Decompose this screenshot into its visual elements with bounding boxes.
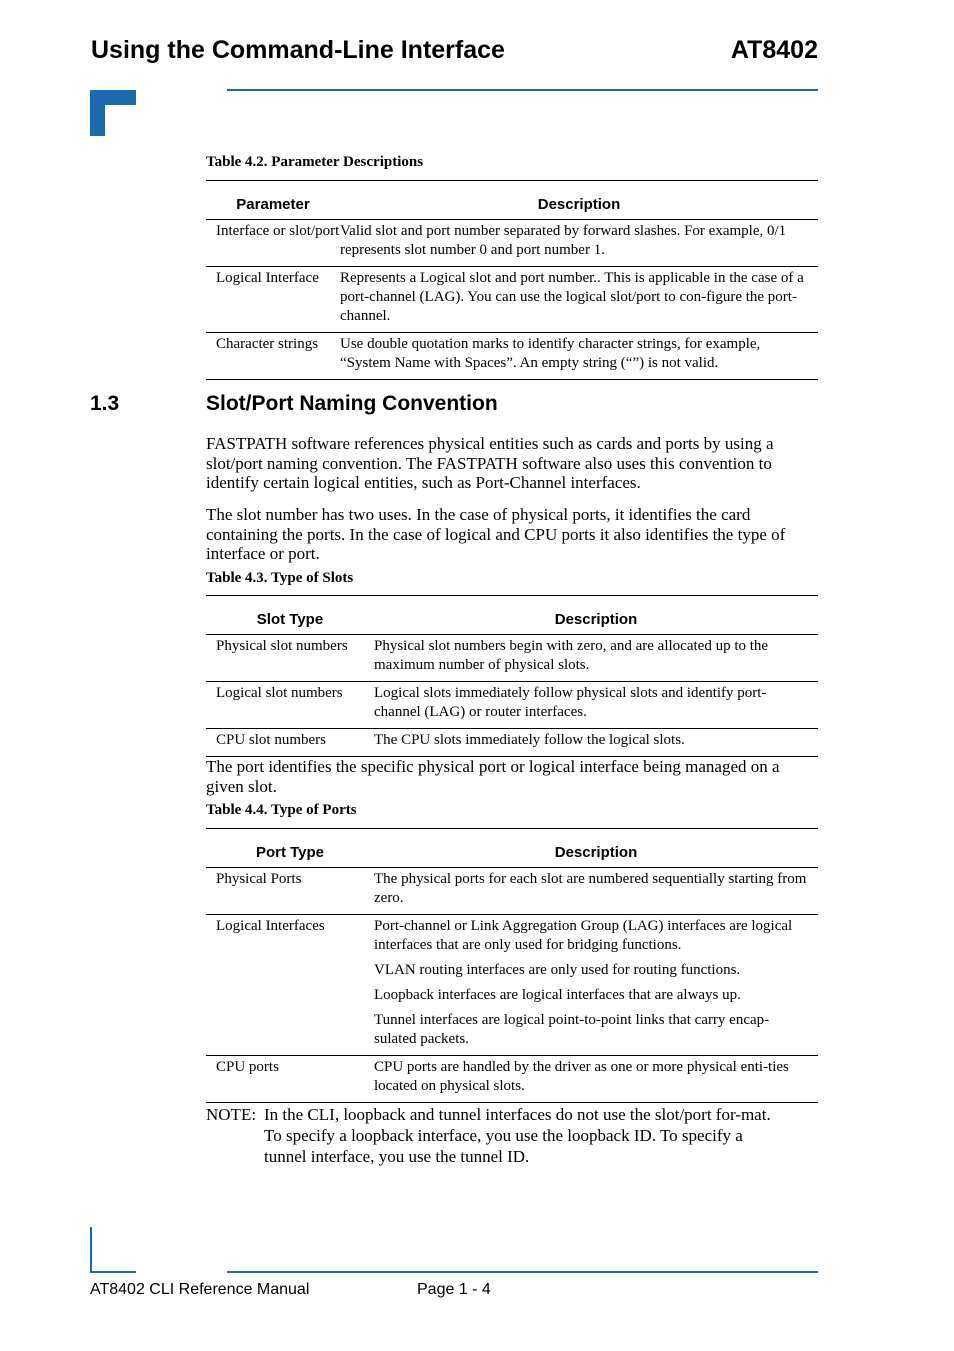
column-header: Description (374, 596, 818, 635)
body-paragraph: The slot number has two uses. In the case of physical ports, it identifies the card containing the ports. In the case of logical and CPU ports it also identifies the type of interface or port. (206, 505, 786, 563)
slot-type: Physical slot numbers (206, 635, 374, 682)
port-description: CPU ports are handled by the driver as one or more physical enti-ties located on physical slots. (374, 1056, 818, 1103)
slot-type: Logical slot numbers (206, 682, 374, 729)
slot-type: CPU slot numbers (206, 729, 374, 757)
footer-rule (227, 1271, 818, 1273)
column-header: Port Type (206, 829, 374, 868)
port-description: Tunnel interfaces are logical point-to-point links that carry encap-sulated packets. (374, 1005, 818, 1056)
table-row (206, 267, 818, 333)
parameter-name: Interface or slot/port (206, 220, 340, 267)
table-header-row (206, 181, 818, 220)
port-description: VLAN routing interfaces are only used for routing functions. (374, 962, 741, 978)
slot-description: Logical slots immediately follow physical slots and identify port-channel (LAG) or router interfaces. (374, 682, 818, 729)
table-row (206, 1005, 818, 1056)
body-paragraph: The port identifies the specific physical port or logical interface being managed on a given slot. (206, 757, 780, 796)
table-row (206, 955, 818, 980)
parameter-description: Valid slot and port number separated by forward slashes. For example, 0/1 represents slot number 0 and port number 1. (340, 220, 818, 267)
footer-corner-horizontal (90, 1271, 136, 1273)
footer-manual-title: AT8402 CLI Reference Manual (90, 1281, 310, 1298)
parameter-name: Logical Interface (206, 267, 340, 333)
page-header-product: AT8402 (730, 36, 818, 64)
footer-page-number: Page 1 - 4 (417, 1281, 491, 1298)
slot-description: Physical slot numbers begin with zero, and are allocated up to the maximum number of physical slots. (374, 635, 818, 682)
port-type-table (206, 828, 818, 1103)
section-number: 1.3 (90, 392, 120, 415)
table-caption-ports: Table 4.4. Type of Ports (206, 802, 357, 818)
port-description: Port-channel or Link Aggregation Group (LAG) interfaces are logical interfaces that are only used for bridging functions. (374, 918, 793, 953)
table-caption-slots: Table 4.3. Type of Slots (206, 570, 354, 586)
table-row (206, 868, 818, 915)
table-row (206, 220, 818, 267)
port-description: Loopback interfaces are logical interfaces that are always up. (374, 987, 741, 1003)
column-header: Parameter (206, 181, 340, 220)
parameter-description: Use double quotation marks to identify character strings, for example, “System Name with Spaces”. An empty string (“”) is not valid. (340, 333, 818, 380)
column-header: Description (374, 829, 818, 868)
note-label: NOTE: (206, 1105, 257, 1124)
footer-corner-vertical (90, 1227, 92, 1273)
header-rule (227, 89, 818, 91)
section-title: Slot/Port Naming Convention (206, 392, 498, 415)
table-header-row (206, 596, 818, 635)
slot-type-table (206, 595, 818, 757)
table-row (206, 729, 818, 757)
port-description: The physical ports for each slot are numbered sequentially starting from zero. (374, 868, 818, 915)
port-type: Physical Ports (206, 868, 374, 915)
page-header-title: Using the Command-Line Interface (91, 36, 505, 64)
table-row (206, 1056, 818, 1103)
body-paragraph: FASTPATH software references physical entities such as cards and ports by using a slot/port naming convention. The FASTPATH software also uses this convention to identify certain logical entities, such as Port-Channel interfaces. (206, 434, 774, 492)
table-row (206, 333, 818, 380)
slot-description: The CPU slots immediately follow the logical slots. (374, 729, 818, 757)
parameter-name: Character strings (206, 333, 340, 380)
note-text: In the CLI, loopback and tunnel interfaces do not use the slot/port for-mat. To specify a loopback interface, you use the loopback ID. To specify a tunnel interface, you use the tunnel ID. (264, 1105, 771, 1166)
column-header: Description (340, 181, 818, 220)
note-block (206, 1104, 776, 1167)
table-header-row (206, 829, 818, 868)
column-header: Slot Type (206, 596, 374, 635)
corner-mark-horizontal (90, 90, 136, 105)
table-row (206, 682, 818, 729)
table-row (206, 980, 818, 1005)
parameter-description: Represents a Logical slot and port number.. This is applicable in the case of a port-channel (LAG). You can use the logical slot/port to con-figure the port-channel. (340, 267, 818, 333)
port-type: CPU ports (206, 1056, 374, 1103)
parameter-table (206, 180, 818, 380)
table-row (206, 915, 818, 956)
table-row (206, 635, 818, 682)
table-caption-parameters: Table 4.2. Parameter Descriptions (206, 154, 424, 170)
port-type: Logical Interfaces (216, 918, 325, 934)
